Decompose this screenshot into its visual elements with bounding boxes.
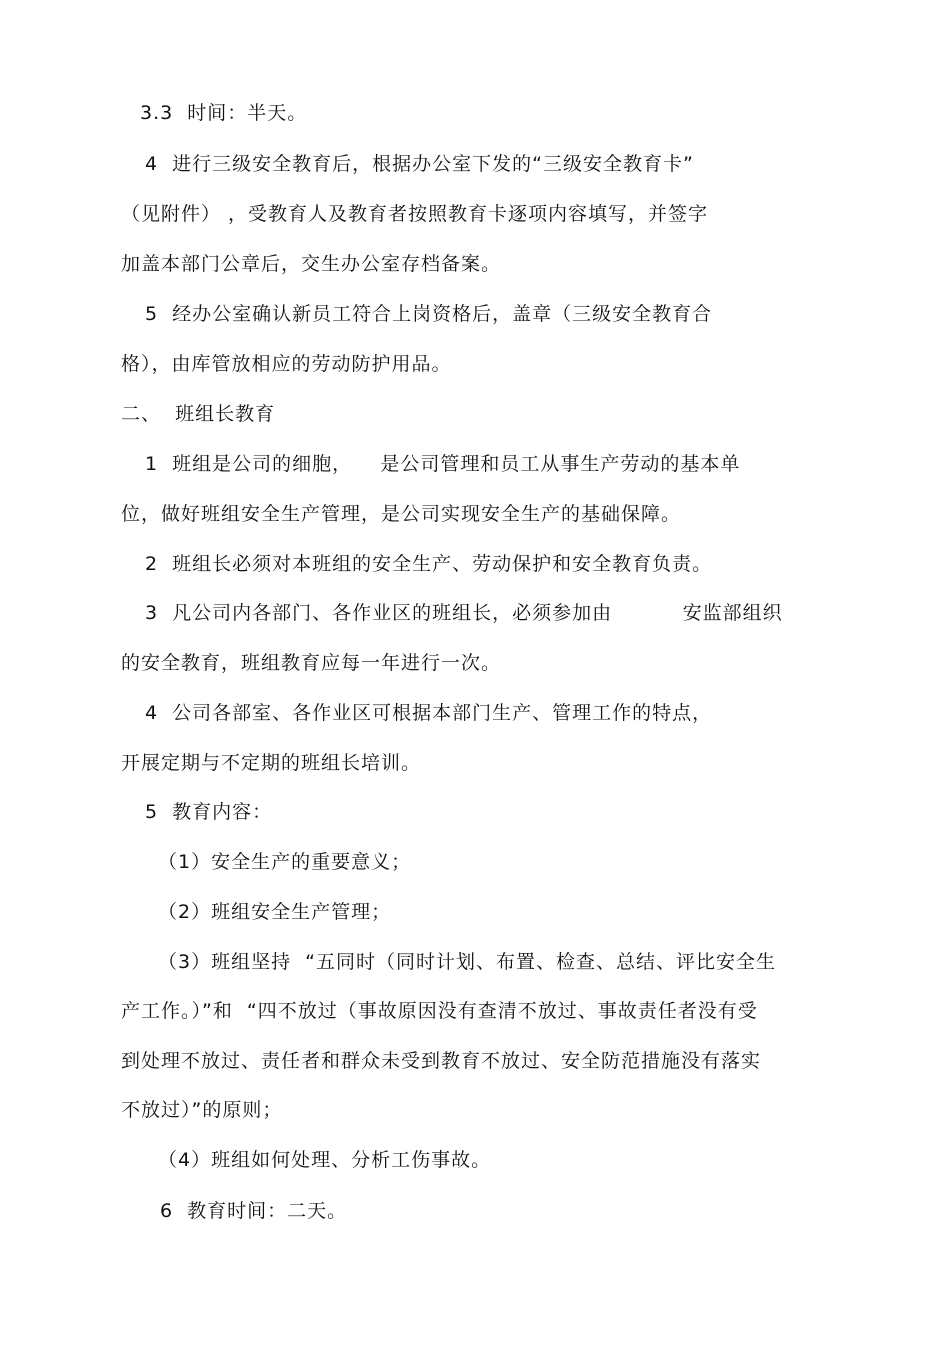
text-line-item-4: 4 进行三级安全教育后，根据办公室下发的“三级安全教育卡” [145, 153, 694, 175]
text-line-content-3-cont-1: 产工作。）”和 “四不放过（事故原因没有查清不放过、事故责任者没有受 [121, 1000, 758, 1022]
text-line-content-1: （1）安全生产的重要意义； [158, 851, 412, 873]
text-line-content-3-cont-2: 到处理不放过、责任者和群众未受到教育不放过、安全防范措施没有落实 [121, 1050, 762, 1072]
text-line-team-1: 1 班组是公司的细胞， 是公司管理和员工从事生产劳动的基本单 [145, 453, 741, 475]
text-line-team-4-cont: 开展定期与不定期的班组长培训。 [121, 752, 422, 774]
text-line-content-3: （3）班组坚持 “五同时（同时计划、布置、检查、总结、评比安全生 [158, 951, 777, 973]
text-line-team-3: 3 凡公司内各部门、各作业区的班组长，必须参加由 安监部组织 [145, 602, 783, 624]
text-line-content-4: （4）班组如何处理、分析工伤事故。 [158, 1149, 492, 1171]
text-line-team-2: 2 班组长必须对本班组的安全生产、劳动保护和安全教育负责。 [145, 553, 713, 575]
text-line-item-5: 5 经办公室确认新员工符合上岗资格后，盖章（三级安全教育合 [145, 303, 713, 325]
text-line-team-4: 4 公司各部室、各作业区可根据本部门生产、管理工作的特点， [145, 702, 713, 724]
text-line-item-5-cont: 格），由库管放相应的劳动防护用品。 [121, 353, 452, 375]
section-heading-team-leader-education: 二、 班组长教育 [121, 403, 276, 425]
text-line-3-3-time: 3.3 时间：半天。 [140, 102, 308, 124]
text-line-content-2: （2）班组安全生产管理； [158, 901, 392, 923]
text-line-content-3-cont-3: 不放过）”的原则； [121, 1099, 283, 1121]
text-line-team-3-cont: 的安全教育，班组教育应每一年进行一次。 [121, 652, 502, 674]
text-line-team-6: 6 教育时间：二天。 [160, 1200, 348, 1222]
text-line-team-1-cont: 位，做好班组安全生产管理，是公司实现安全生产的基础保障。 [121, 503, 682, 525]
text-line-item-4-cont-1: （见附件） ，受教育人及教育者按照教育卡逐项内容填写，并签字 [121, 203, 709, 225]
text-line-item-4-cont-2: 加盖本部门公章后，交生办公室存档备案。 [121, 253, 502, 275]
text-line-team-5: 5 教育内容： [145, 801, 273, 823]
